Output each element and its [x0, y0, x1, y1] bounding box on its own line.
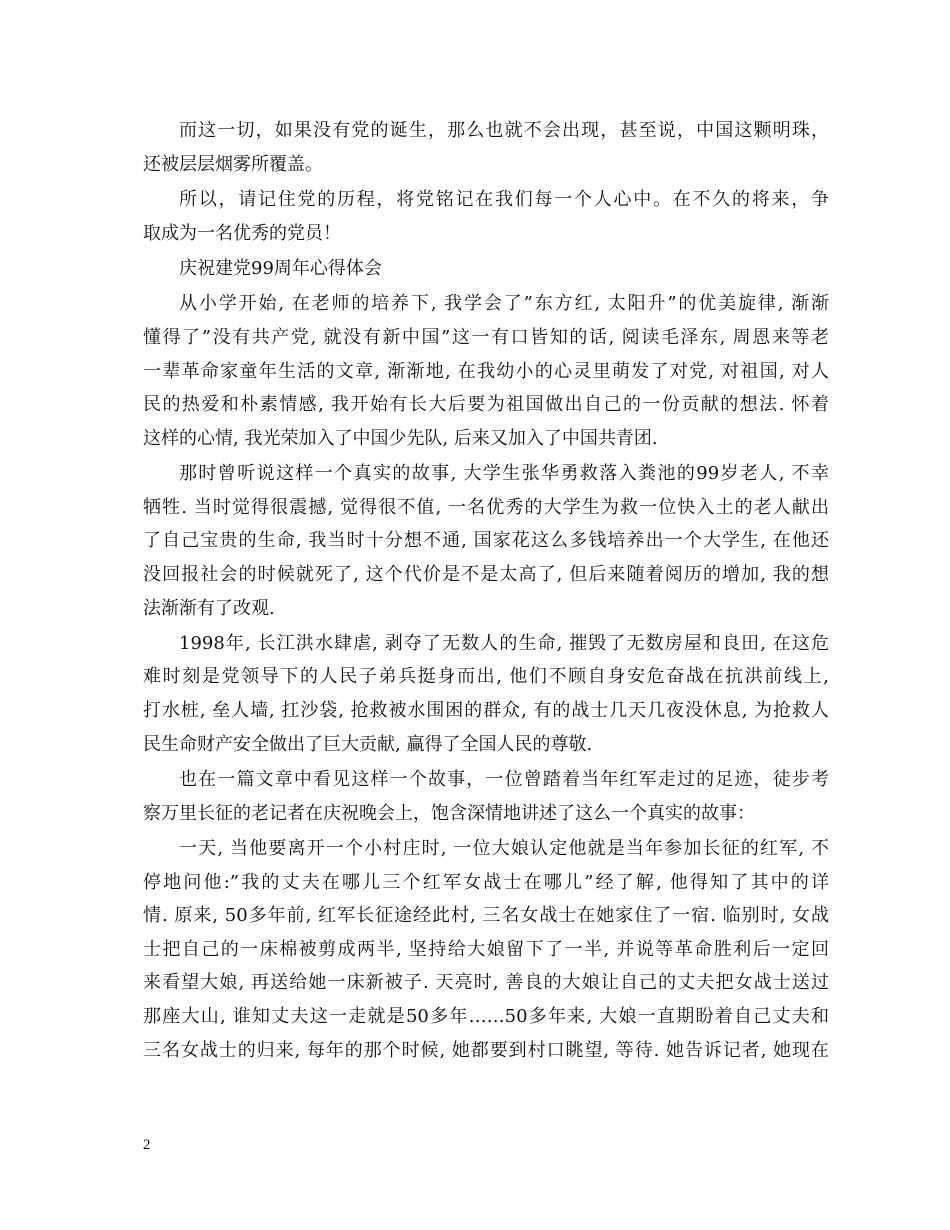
text-line: 了自己宝贵的生命, 我当时十分想不通, 国家花这么多钱培养出一个大学生, 在他还 [143, 530, 829, 552]
page-number: 2 [143, 1137, 151, 1153]
text-line: 那时曾听说这样一个真实的故事, 大学生张华勇救落入粪池的99岁老人, 不幸 [179, 463, 829, 485]
text-line: 这样的心情, 我光荣加入了中国少先队, 后来又加入了中国共青团. [143, 427, 658, 449]
paragraph [143, 627, 829, 761]
text-line: 民生命财产安全做出了巨大贡献, 赢得了全国人民的尊敬. [143, 733, 593, 755]
text-line: 难时刻是党领导下的人民子弟兵挺身而出, 他们不顾自身安危奋战在抗洪前线上, [143, 666, 829, 688]
text-line: 民的热爱和朴素情感, 我开始有长大后要为祖国做出自己的一份贡献的想法. 怀着 [143, 394, 829, 416]
text-line: 一辈革命家童年生活的文章, 渐渐地, 在我幼小的心灵里萌发了对党, 对祖国, 对人 [143, 360, 829, 382]
text-line: 三名女战士的归来, 每年的那个时候, 她都要到村口眺望, 等待. 她告诉记者, 她现在 [143, 1039, 829, 1061]
text-line: 也在一篇文章中看见这样一个故事，一位曾踏着当年红军走过的足迹，徒步考 [179, 769, 829, 791]
text-line: 从小学开始, 在老师的培养下, 我学会了”东方红, 太阳升”的优美旋律, 渐渐 [179, 293, 829, 315]
text-line: 来看望大娘, 再送给她一床新被子. 天亮时, 善良的大娘让自己的丈夫把女战士送过 [143, 972, 829, 994]
text-line: 1998年, 长江洪水肆虐, 剥夺了无数人的生命, 摧毁了无数房屋和良田, 在这危 [179, 632, 829, 654]
text-line: 懂得了”没有共产党, 就没有新中国”这一有口皆知的话, 阅读毛泽东, 周恩来等老 [143, 326, 829, 348]
text-line: 停地问他:”我的丈夫在哪儿三个红军女战士在哪儿”经了解, 他得知了其中的详 [143, 871, 829, 893]
paragraph [143, 457, 829, 625]
text-line: 察万里长征的老记者在庆祝晚会上，饱含深情地讲述了这么一个真实的故事： [143, 802, 755, 824]
text-line: 没回报社会的时候就死了, 这个代价是不是太高了, 但后来随着阅历的增加, 我的想 [143, 563, 829, 585]
text-line: 牺牲. 当时觉得很震撼, 觉得很不值, 一名优秀的大学生为救一位快入土的老人献出 [143, 496, 829, 518]
text-line: 打水桩, 垒人墙, 扛沙袋, 抢救被水围困的群众, 有的战士几天几夜没休息, 为抢救人 [143, 700, 829, 722]
text-line: 取成为一名优秀的党员！ [143, 222, 341, 244]
text-line: 而这一切，如果没有党的诞生，那么也就不会出现，甚至说，中国这颗明珠， [179, 120, 829, 141]
paragraph [143, 183, 829, 250]
text-line: 所以，请记住党的历程，将党铭记在我们每一个人心中。在不久的将来，争 [179, 188, 829, 210]
paragraph [143, 287, 829, 455]
paragraph [143, 832, 829, 1067]
paragraph [143, 763, 829, 830]
text-line: 士把自己的一床棉被剪成两半, 坚持给大娘留下了一半, 并说等革命胜利后一定回 [143, 938, 829, 960]
section-heading [143, 252, 829, 286]
text-line: 庆祝建党99周年心得体会 [179, 257, 382, 279]
text-line: 那座大山, 谁知丈夫这一走就是50多年……50多年来, 大娘一直期盼着自己丈夫和 [143, 1006, 829, 1028]
document-body [143, 114, 829, 1067]
text-line: 还被层层烟雾所覆盖。 [143, 153, 323, 175]
text-line: 情. 原来, 50多年前, 红军长征途经此村, 三名女战士在她家住了一宿. 临别时, 女战 [143, 905, 829, 927]
text-line: 一天, 当他要离开一个小村庄时, 一位大娘认定他就是当年参加长征的红军, 不 [179, 838, 829, 860]
paragraph [143, 114, 829, 181]
text-line: 法渐渐有了改观. [143, 597, 275, 619]
